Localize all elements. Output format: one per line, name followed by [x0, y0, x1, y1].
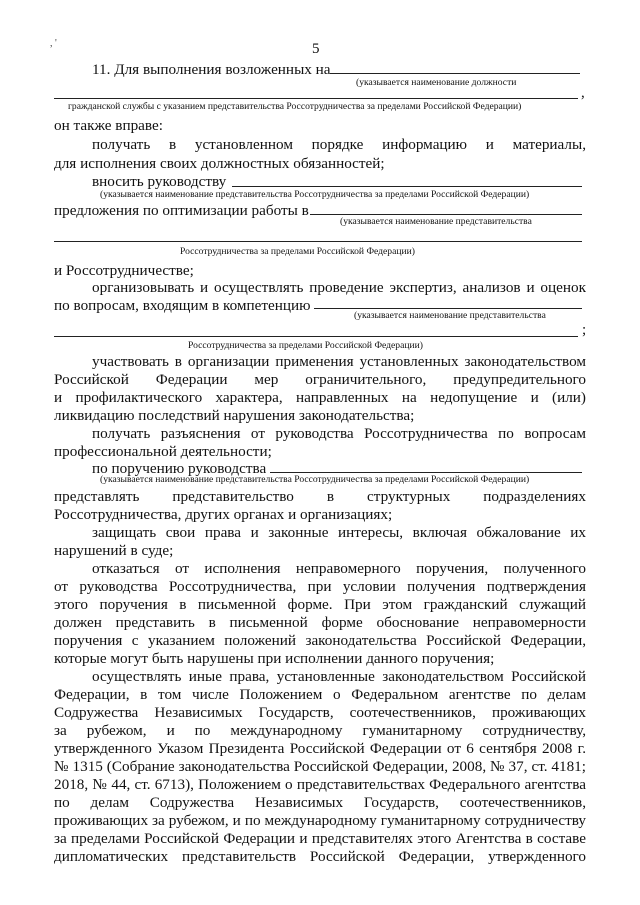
fill-line-position — [330, 73, 580, 74]
text-line: Российской Федерации мер ограничительного, предупредительного — [54, 371, 586, 388]
text-line: за рубежом, и по международному гуманитарному сотрудничеству, — [54, 722, 586, 739]
caption-representation: (указывается наименование представительства — [340, 216, 532, 227]
text-line: организовывать и осуществлять проведение экспертиз, анализов и оценок — [92, 279, 586, 296]
caption-representation-cont: Россотрудничества за пределами Российской Федерации) — [180, 246, 415, 257]
text-line: дипломатических представительств Российской Федерации, утвержденного — [54, 848, 586, 865]
text-line: предложения по оптимизации работы в — [54, 202, 309, 219]
comma-mark: , — [581, 85, 585, 101]
text-line: профессиональной деятельности; — [54, 443, 272, 460]
text-line: представлять представительство в структурных подразделениях — [54, 488, 586, 505]
text-line: этого поручения в письменной форме. При этом гражданский служащий — [54, 596, 586, 613]
fill-line-leadership — [232, 186, 582, 187]
text-line: 2018, № 44, ст. 6713), Положением о представительствах Федерального агентства — [54, 776, 586, 793]
paragraph-11-start: 11. Для выполнения возложенных на — [92, 61, 331, 78]
text-line: которые могут быть нарушены при исполнении данного поручения; — [54, 650, 495, 667]
text-line: должен представить в письменной форме обоснование неправомерности — [54, 614, 586, 631]
text-line: участвовать в организации применения установленных законодательством — [92, 353, 586, 370]
text-line: Содружества Независимых Государств, соотечественников, проживающих — [54, 704, 586, 721]
text-line: для исполнения своих должностных обязанностей; — [54, 155, 385, 172]
fill-line-competence — [314, 308, 582, 309]
text-line: нарушений в суде; — [54, 542, 174, 559]
text-line: Федерации, в том числе Положением о Федеральном агентстве по делам — [54, 686, 586, 703]
text-line: осуществлять иные права, установленные законодательством Российской — [92, 668, 586, 685]
caption-representation: (указывается наименование представительства Россотрудничества за пределами Российской Федерации) — [100, 189, 530, 200]
fill-line-optimization — [310, 214, 582, 215]
text-line: получать разъяснения от руководства Россотрудничества по вопросам — [92, 425, 586, 442]
fill-line-optimization-cont — [54, 241, 582, 242]
text-line: Россотрудничества, других органах и организациях; — [54, 506, 393, 523]
text-line: и Россотрудничестве; — [54, 262, 194, 279]
scan-marks: , ' — [50, 38, 57, 49]
text-line: от руководства Россотрудничества, при условии получения подтверждения — [54, 578, 586, 595]
text-line: проживающих за рубежом, и по международному гуманитарному сотрудничеству — [54, 812, 586, 829]
text-line: по делам Содружества Независимых Государств, соотечественников, — [54, 794, 586, 811]
page-number: 5 — [312, 41, 320, 57]
text-line: № 1315 (Собрание законодательства Российской Федерации, 2008, № 37, ст. 4181; — [54, 758, 586, 775]
text-line: он также вправе: — [54, 117, 163, 134]
text-line: по вопросам, входящим в компетенцию — [54, 297, 311, 314]
text-line: и профилактического характера, направленных на недопущение и (или) — [54, 389, 586, 406]
fill-line-position-cont — [54, 98, 578, 99]
text-line: отказаться от исполнения неправомерного поручения, полученного — [92, 560, 586, 577]
caption-representation: (указывается наименование представительства — [354, 310, 546, 321]
semicolon-mark: ; — [582, 322, 587, 338]
text-line: поручения с указанием положений законодательства Российской Федерации, — [54, 632, 586, 649]
caption-position-name: (указывается наименование должности — [356, 77, 517, 88]
caption-representation: гражданской службы с указанием представительства Россотрудничества за пределами Российской Федерации) — [68, 101, 522, 112]
caption-representation-cont: Россотрудничества за пределами Российской Федерации) — [188, 340, 423, 351]
text-line: по поручению руководства — [92, 460, 267, 477]
fill-line-competence-cont — [54, 336, 578, 337]
text-line: за пределами Российской Федерации и представителях этого Агентства в составе — [54, 830, 586, 847]
text-line: ликвидацию последствий нарушения законодательства; — [54, 407, 415, 424]
fill-line-instruction — [270, 472, 582, 473]
text-line: утвержденного Указом Президента Российской Федерации от 6 сентября 2008 г. — [54, 740, 586, 757]
text-line: вносить руководству — [92, 173, 227, 190]
caption-representation: (указывается наименование представительства Россотрудничества за пределами Российской Федерации) — [100, 474, 530, 485]
text-line: получать в установленном порядке информацию и материалы, — [92, 136, 586, 153]
text-line: защищать свои права и законные интересы, включая обжалование их — [92, 524, 586, 541]
